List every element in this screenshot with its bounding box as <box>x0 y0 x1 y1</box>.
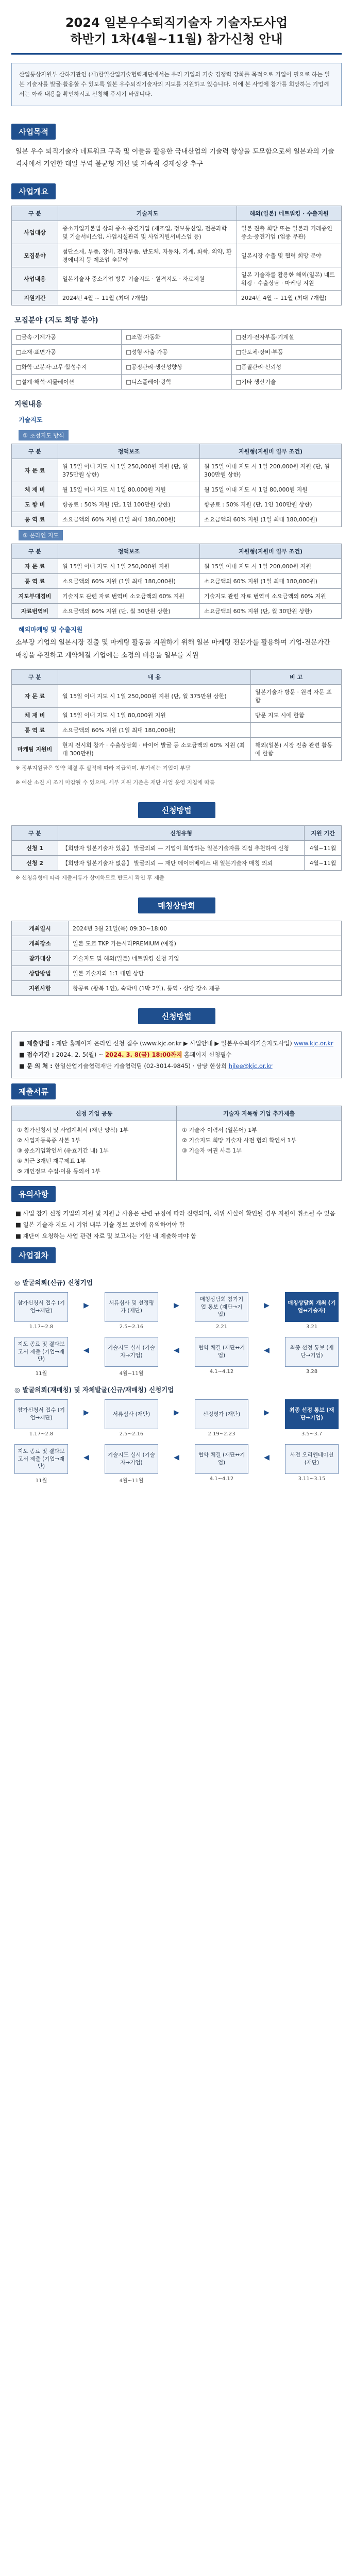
row-label: 모집분야 <box>12 244 58 267</box>
table-cell: 해외(일본) 시장 진출 관련 활동에 한함 <box>251 738 342 761</box>
flow-step <box>105 1292 158 1330</box>
overseas-heading: 해외마케팅 및 수출지원 <box>19 625 83 633</box>
flow-row-4 <box>11 1444 342 1484</box>
field-item: □디스플레이·광학 <box>122 374 231 389</box>
table-row <box>12 459 342 482</box>
doc-item: ② 기술지도 희망 기술자 사전 협의 확인서 1부 <box>182 1137 296 1144</box>
table-cell: 소요금액의 60% 지원 (단, 월 30만원 상한) <box>58 603 200 618</box>
flow-step <box>285 1292 339 1330</box>
docs-extra-cell <box>177 1121 342 1181</box>
flow-label-new: ◎ 발굴의뢰(신규) 신청기업 <box>14 1278 93 1286</box>
table-row <box>12 221 342 244</box>
method-box <box>11 1031 342 1079</box>
flow-box: 사전 오리엔테이션 (재단) <box>285 1444 339 1474</box>
row-label: 통 역 료 <box>12 723 58 738</box>
table-header-cell: 기술자 지목형 기업 추가제출 <box>177 1106 342 1121</box>
table-cell: 중소기업기본법 상의 중소·중견기업 (제조업, 정보통신업, 전문과학 및 기술서비스업, 사업시설관리 및 사업지원서비스업 등) <box>58 221 237 244</box>
flow-label-rematch: ◎ 발굴의뢰(재매칭) 및 자체발굴(신규/재매칭) 신청기업 <box>14 1385 174 1394</box>
arrow-left-icon: ◀ <box>174 1346 179 1354</box>
docs-common-cell <box>12 1121 177 1181</box>
section-flow-heading: 사업절차 <box>11 1247 56 1263</box>
table-row <box>12 840 342 855</box>
table-cell: 일본 기술자와 1:1 대면 상담 <box>69 965 342 980</box>
flow-step <box>105 1444 158 1484</box>
email-link[interactable]: hjlee@kjc.or.kr <box>228 1062 273 1070</box>
table-row <box>12 980 342 995</box>
table-header-cell: 구 분 <box>12 825 58 840</box>
table-header-cell: 지원형(지원비 일부 조건) <box>200 544 342 558</box>
field-item: □화학·고분자·고무·합성수지 <box>12 359 122 374</box>
field-item: □조립·자동화 <box>122 329 231 344</box>
flow-box: 매칭상담회 개최 (기업↔기술자) <box>285 1292 339 1322</box>
table-row <box>12 965 342 980</box>
table-header-cell: 기술지도 <box>58 206 237 221</box>
row-label: 도 항 비 <box>12 497 58 512</box>
overseas-note: ※ 정부지원금은 협약 체결 후 실적에 따라 지급하며, 부가세는 기업이 부담 <box>15 765 191 772</box>
table-row <box>12 482 342 497</box>
flow-box: 지도 종료 및 결과보고서 제출 (기업→재단) <box>14 1444 68 1474</box>
flow-box: 최종 선정 통보 (재단→기업) <box>285 1399 339 1429</box>
row-label: 통 역 료 <box>12 573 58 588</box>
table-cell: 일본 기술자를 활용한 해외(일본) 네트워킹 · 수출상담 · 마케팅 지원 <box>237 267 341 290</box>
row-label: 사업내용 <box>12 267 58 290</box>
arrow-left-icon: ◀ <box>83 1346 89 1354</box>
deadline-line <box>19 1049 334 1061</box>
purpose-text: 일본 우수 퇴직기술자 네트워크 구축 및 이들을 활용한 국내산업의 기술력 향상을 도모함으로써 일본과의 기술격차에서 기인한 대일 무역 불균형 개선 및 자속적 경제성장 추구 <box>15 147 334 168</box>
flow-date: 1.17~2.8 <box>29 1431 54 1437</box>
arrow-right-icon: ▶ <box>174 1408 179 1417</box>
table-cell: 월 15일 이내 지도 시 1일 250,000원 지원 (단, 월 375만원 상한) <box>58 459 200 482</box>
flow-box: 서류심사 및 선정평가 (재단) <box>105 1292 158 1322</box>
field-item: □성형·사출·가공 <box>122 344 231 359</box>
table-cell: 방문 지도 시에 한함 <box>251 708 342 723</box>
table-row <box>12 329 342 344</box>
flow-date: 11월 <box>35 1370 47 1377</box>
table-cell: 월 15일 이내 지도 시 1일 80,000원 지원 <box>58 708 251 723</box>
row-label: 체 재 비 <box>12 708 58 723</box>
row-label: 자 문 료 <box>12 459 58 482</box>
method-line <box>19 1038 334 1049</box>
row-label: 체 재 비 <box>12 482 58 497</box>
table-header-cell: 신청 기업 공통 <box>12 1106 177 1121</box>
doc-item: ② 사업자등록증 사본 1부 <box>17 1137 80 1144</box>
row-label: 자료번역비 <box>12 603 58 618</box>
table-header-cell: 지원 기간 <box>305 825 342 840</box>
flow-box: 최종 선정 통보 (재단→기업) <box>285 1337 339 1367</box>
flow-box: 기술지도 실시 (기술자→기업) <box>105 1337 158 1367</box>
table-cell: 현지 전시회 참가 · 수출상담회 · 바이어 발굴 등 소요금액의 60% 지원 (최대 300만원) <box>58 738 251 761</box>
arrow-left-icon: ◀ <box>83 1453 89 1462</box>
doc-item: ③ 기술자 여권 사본 1부 <box>182 1147 242 1154</box>
table-row <box>12 359 342 374</box>
table-header-row <box>12 544 342 558</box>
deadline-label: ■ 접수기간 : <box>19 1050 54 1058</box>
method-text: 재단 홈페이지 온라인 신청 접수 (www.kjc.or.kr ▶ 사업안내 ▶ 일본우수퇴직기술자도사업) <box>56 1039 292 1047</box>
row-label: 자 문 료 <box>12 685 58 708</box>
table-row <box>12 344 342 359</box>
row-label: 마케팅 지원비 <box>12 738 58 761</box>
remote-table <box>11 544 342 619</box>
table-cell: 2024년 4월 ~ 11월 (최대 7개월) <box>58 290 237 305</box>
page-title-line1: 2024 일본우수퇴직기술자 기술자도사업 <box>65 15 288 30</box>
flow-box: 매칭상담회 참가기업 통보 (재단→기업) <box>195 1292 248 1322</box>
title-underline <box>11 53 342 55</box>
table-cell: 【희망자 일본기술자 없음】 발굴의뢰 — 재단 데이터베이스 내 일본기술자 매칭 의뢰 <box>58 855 305 870</box>
section-apply-heading: 신청방법 <box>138 802 215 818</box>
flow-step <box>105 1399 158 1437</box>
row-label: 지원사항 <box>12 980 69 995</box>
table-cell: 일본 진출 희망 또는 일본과 거래중인 중소·중견기업 (업종 무관) <box>237 221 341 244</box>
flow-box: 기술지도 실시 (기술자→기업) <box>105 1444 158 1474</box>
field-item: □품질관리·신뢰성 <box>231 359 341 374</box>
arrow-right-icon: ▶ <box>83 1301 89 1310</box>
overview-table <box>11 206 342 306</box>
table-cell: 항공료 (왕복 1인), 숙박비 (1박 2일), 통역 · 상담 장소 제공 <box>69 980 342 995</box>
page-title-line2: 하반기 1차(4월~11월) 참가신청 안내 <box>70 32 283 47</box>
caution-item: ■ 사업 참가 신청 기업의 지원 및 지원금 사용은 관련 규정에 따라 진행되며, 허위 사실이 확인될 경우 지원이 취소될 수 있음 <box>15 1210 335 1217</box>
table-cell: 기술지도 관련 자료 번역비 소요금액의 60% 지원 <box>58 588 200 603</box>
table-header-row <box>12 825 342 840</box>
table-row <box>12 512 342 527</box>
flow-date: 2.19~2.23 <box>208 1431 236 1437</box>
table-row <box>12 290 342 305</box>
docs-table <box>11 1106 342 1181</box>
apply-table <box>11 825 342 871</box>
contact-line <box>19 1061 334 1072</box>
fields-table <box>11 329 342 389</box>
flow-box: 참가신청서 접수 (기업→재단) <box>14 1399 68 1429</box>
table-cell: 일본시장 수출 및 협력 희망 분야 <box>237 244 341 267</box>
intro-box: 산업통상자원부 산하기관인 (재)한일산업기술협력재단에서는 우리 기업의 기술 경쟁력 강화를 목적으로 기업이 필요로 하는 일본 기술자를 발굴·활용할 수 있도록 일본 우수퇴직기술자의 지도를 지원하고 있습니다. 이에 본 사업에 참가를 희망하는 기업께서는 아래 내용을 확인하시고 신청해 주시기 바랍니다. <box>11 63 342 106</box>
table-row <box>12 1121 342 1181</box>
table-row <box>12 685 342 708</box>
row-label: 통 역 료 <box>12 512 58 527</box>
onsite-caption: ① 초청지도 방식 <box>19 430 69 440</box>
table-row <box>12 588 342 603</box>
row-label: 자 문 료 <box>12 558 58 573</box>
homepage-link[interactable]: www.kjc.or.kr <box>294 1039 333 1047</box>
flow-step <box>285 1444 339 1482</box>
table-cell: 일본기술자 중소기업 방문 기술지도 · 원격지도 · 자료지원 <box>58 267 237 290</box>
flow-date: 11월 <box>35 1478 47 1484</box>
doc-item: ① 참가신청서 및 사업계획서 (재단 양식) 1부 <box>17 1127 129 1134</box>
row-label: 신청 2 <box>12 855 58 870</box>
flow-step <box>105 1337 158 1377</box>
field-item: □금속·기계가공 <box>12 329 122 344</box>
row-label: 사업대상 <box>12 221 58 244</box>
flow-date: 1.17~2.8 <box>29 1324 54 1330</box>
row-label: 상담방법 <box>12 965 69 980</box>
table-cell: 소요금액의 60% 지원 (1일 최대 180,000원) <box>58 723 251 738</box>
overseas-note: ※ 예산 소진 시 조기 마감될 수 있으며, 세부 지원 기준은 재단 사업 운영 지침에 따름 <box>15 779 215 786</box>
apply-note: ※ 신청유형에 따라 제출서류가 상이하므로 반드시 확인 후 제출 <box>15 874 165 881</box>
section-method-heading: 신청방법 <box>138 1008 215 1024</box>
tech-heading: 기술지도 <box>19 416 43 423</box>
table-cell: 소요금액의 60% 지원 (1일 최대 180,000원) <box>58 512 200 527</box>
table-cell: 월 15일 이내 지도 시 1일 250,000원 지원 (단, 월 375만원 상한) <box>58 685 251 708</box>
fields-heading: 모집분야 (지도 희망 분야) <box>14 316 98 325</box>
field-item: □기타 생산기술 <box>231 374 341 389</box>
table-header-row <box>12 670 342 685</box>
flow-step <box>285 1337 339 1375</box>
flow-box: 선정평가 (재단) <box>195 1399 248 1429</box>
section-docs-heading: 제출서류 <box>11 1083 56 1099</box>
table-header-row <box>12 444 342 459</box>
section-consult-heading: 매칭상담회 <box>138 897 215 913</box>
row-label: 지도부대경비 <box>12 588 58 603</box>
table-cell: 4월~11월 <box>305 840 342 855</box>
row-label: 참가대상 <box>12 951 69 965</box>
flow-date: 3.28 <box>306 1368 318 1375</box>
table-cell: 월 15일 이내 지도 시 1일 80,000원 지원 <box>200 482 342 497</box>
flow-date: 2.5~2.16 <box>119 1324 144 1330</box>
flow-row-2 <box>11 1337 342 1377</box>
caution-item: ■ 재단이 요청하는 사업 관련 자료 및 보고서는 기한 내 제출하여야 함 <box>15 1232 197 1240</box>
flow-date: 2.21 <box>215 1324 228 1330</box>
title-block <box>11 0 342 48</box>
field-item: □소재·표면가공 <box>12 344 122 359</box>
table-cell: 소요금액의 60% 지원 (1일 최대 180,000원) <box>200 512 342 527</box>
table-cell <box>251 723 342 738</box>
row-label: 지원기간 <box>12 290 58 305</box>
arrow-left-icon: ◀ <box>264 1346 270 1354</box>
table-cell: 기술지도 관련 자료 번역비 소요금액의 60% 지원 <box>200 588 342 603</box>
table-header-cell: 구 분 <box>12 670 58 685</box>
table-row <box>12 921 342 936</box>
flow-date: 4.1~4.12 <box>209 1476 234 1482</box>
flow-date: 3.5~3.7 <box>301 1431 323 1437</box>
deadline-suffix: 홈페이지 신청필수 <box>184 1050 232 1058</box>
table-row <box>12 708 342 723</box>
table-row <box>12 723 342 738</box>
flow-date: 2.5~2.16 <box>119 1431 144 1437</box>
table-header-cell: 내 용 <box>58 670 251 685</box>
table-cell: 월 15일 이내 지도 시 1일 250,000원 지원 <box>58 558 200 573</box>
field-item: □설계·해석·시뮬레이션 <box>12 374 122 389</box>
caution-item: ■ 일본 기술자 지도 시 기업 내부 기술 정보 보안에 유의하여야 함 <box>15 1221 185 1229</box>
table-row <box>12 951 342 965</box>
table-cell: 【희망자 일본기술자 있음】 발굴의뢰 — 기업이 희망하는 일본기술자를 직접 추천하여 신청 <box>58 840 305 855</box>
flow-step <box>195 1337 248 1375</box>
row-label: 개최장소 <box>12 936 69 951</box>
table-row <box>12 573 342 588</box>
overseas-text: 소부장 기업의 일본시장 진출 및 마케팅 활동을 지원하기 위해 일본 마케팅 전문가를 활용하여 기업-전문가간 매칭을 추진하고 계약체결 기업에는 소정의 비용을 일부를 지원 <box>15 638 330 659</box>
flow-step <box>14 1337 68 1377</box>
table-row <box>12 374 342 389</box>
table-row <box>12 558 342 573</box>
contact-text: 한일산업기술협력재단 기술협력팀 (02-3014-9845) · 담당 한상희 <box>54 1062 227 1070</box>
table-cell: 기술지도 및 해외(일본) 네트워킹 신청 기업 <box>69 951 342 965</box>
consult-table <box>11 921 342 996</box>
arrow-left-icon: ◀ <box>264 1453 270 1462</box>
table-cell: 소요금액의 60% 지원 (단, 월 30만원 상한) <box>200 603 342 618</box>
table-cell: 첨단소재, 부품, 장비, 전자부품, 반도체, 자동차, 기계, 화학, 의약, 환경에너지 등 제조업 全분야 <box>58 244 237 267</box>
deadline-text: 2024. 2. 5(월) ~ <box>56 1050 104 1058</box>
table-cell: 일본 도쿄 TKP 가든시티PREMIUM (예정) <box>69 936 342 951</box>
section-purpose-heading: 사업목적 <box>11 124 56 140</box>
flow-box: 참가신청서 접수 (기업→재단) <box>14 1292 68 1322</box>
table-cell: 항공료 : 50% 지원 (단, 1인 100만원 상한) <box>200 497 342 512</box>
table-header-cell: 신청유형 <box>58 825 305 840</box>
arrow-right-icon: ▶ <box>83 1408 89 1417</box>
section-caution-heading: 유의사항 <box>11 1186 56 1202</box>
flow-box: 지도 종료 및 결과보고서 제출 (기업→재단) <box>14 1337 68 1367</box>
caution-list <box>11 1208 342 1242</box>
doc-item: ① 기술자 이력서 (일본어) 1부 <box>182 1127 257 1134</box>
table-header-cell: 해외(일본) 네트워킹 · 수출지원 <box>237 206 341 221</box>
flow-row-1 <box>11 1292 342 1330</box>
table-cell: 월 15일 이내 지도 시 1일 80,000원 지원 <box>58 482 200 497</box>
flow-date: 3.21 <box>306 1324 318 1330</box>
flow-step <box>14 1292 68 1330</box>
row-label: 개최일시 <box>12 921 69 936</box>
table-header-cell: 구 분 <box>12 544 58 558</box>
row-label: 신청 1 <box>12 840 58 855</box>
table-header-cell: 정액보조 <box>58 544 200 558</box>
flow-step <box>14 1444 68 1484</box>
field-item: □전기·전자부품·기계설 <box>231 329 341 344</box>
section-overview-heading: 사업개요 <box>11 183 56 199</box>
doc-item: ⑤ 개인정보 수집·이용 동의서 1부 <box>17 1167 100 1175</box>
table-cell: 월 15일 이내 지도 시 1일 200,000원 지원 (단, 월 300만원 상한) <box>200 459 342 482</box>
flow-date: 3.11~3.15 <box>298 1476 326 1482</box>
method-label: ■ 제출방법 : <box>19 1039 54 1047</box>
table-cell: 월 15일 이내 지도 시 1일 200,000원 지원 <box>200 558 342 573</box>
flow-step <box>195 1444 248 1482</box>
flow-date: 4월~11월 <box>119 1478 144 1484</box>
table-row <box>12 267 342 290</box>
arrow-right-icon: ▶ <box>264 1408 270 1417</box>
field-item: □공정관리·생산성향상 <box>122 359 231 374</box>
field-item: □반도체·장비·부품 <box>231 344 341 359</box>
arrow-left-icon: ◀ <box>174 1453 179 1462</box>
table-header-cell: 구 분 <box>12 444 58 459</box>
flow-box: 협약 체결 (재단↔기업) <box>195 1337 248 1367</box>
table-cell: 소요금액의 60% 지원 (1일 최대 180,000원) <box>200 573 342 588</box>
table-cell: 소요금액의 60% 지원 (1일 최대 180,000원) <box>58 573 200 588</box>
support-heading: 지원내용 <box>14 400 43 409</box>
flow-date: 4.1~4.12 <box>209 1368 234 1375</box>
table-row <box>12 738 342 761</box>
flow-box: 서류심사 (재단) <box>105 1399 158 1429</box>
flow-step <box>195 1292 248 1330</box>
table-header-cell: 구 분 <box>12 206 58 221</box>
table-cell: 일본기술자 방문 · 원격 자문 포함 <box>251 685 342 708</box>
table-row <box>12 855 342 870</box>
table-header-cell: 지원형(지원비 일부 조건) <box>200 444 342 459</box>
table-cell: 2024년 4월 ~ 11월 (최대 7개월) <box>237 290 341 305</box>
table-row <box>12 244 342 267</box>
table-header-cell: 비 고 <box>251 670 342 685</box>
arrow-right-icon: ▶ <box>174 1301 179 1310</box>
flow-step <box>195 1399 248 1437</box>
flow-row-3 <box>11 1399 342 1437</box>
table-header-row <box>12 1106 342 1121</box>
table-cell: 4월~11월 <box>305 855 342 870</box>
remote-caption: ② 온라인 지도 <box>19 530 63 540</box>
overseas-table <box>11 669 342 761</box>
flow-date: 4월~11월 <box>119 1370 144 1377</box>
table-header-row <box>12 206 342 221</box>
arrow-right-icon: ▶ <box>264 1301 270 1310</box>
deadline-highlight: 2024. 3. 8(금) 18:00까지 <box>105 1050 182 1058</box>
flow-step <box>14 1399 68 1437</box>
doc-item: ④ 최근 3개년 재무제표 1부 <box>17 1157 86 1164</box>
table-cell: 항공료 : 50% 지원 (단, 1인 100만원 상한) <box>58 497 200 512</box>
table-header-cell: 정액보조 <box>58 444 200 459</box>
table-row <box>12 497 342 512</box>
table-row <box>12 936 342 951</box>
flow-step <box>285 1399 339 1437</box>
flow-box: 협약 체결 (재단↔기업) <box>195 1444 248 1474</box>
table-cell: 2024년 3월 21일(목) 09:30~18:00 <box>69 921 342 936</box>
table-row <box>12 603 342 618</box>
contact-label: ■ 문 의 처 : <box>19 1062 53 1070</box>
onsite-table <box>11 444 342 527</box>
doc-item: ③ 중소기업확인서 (유효기간 내) 1부 <box>17 1147 109 1154</box>
